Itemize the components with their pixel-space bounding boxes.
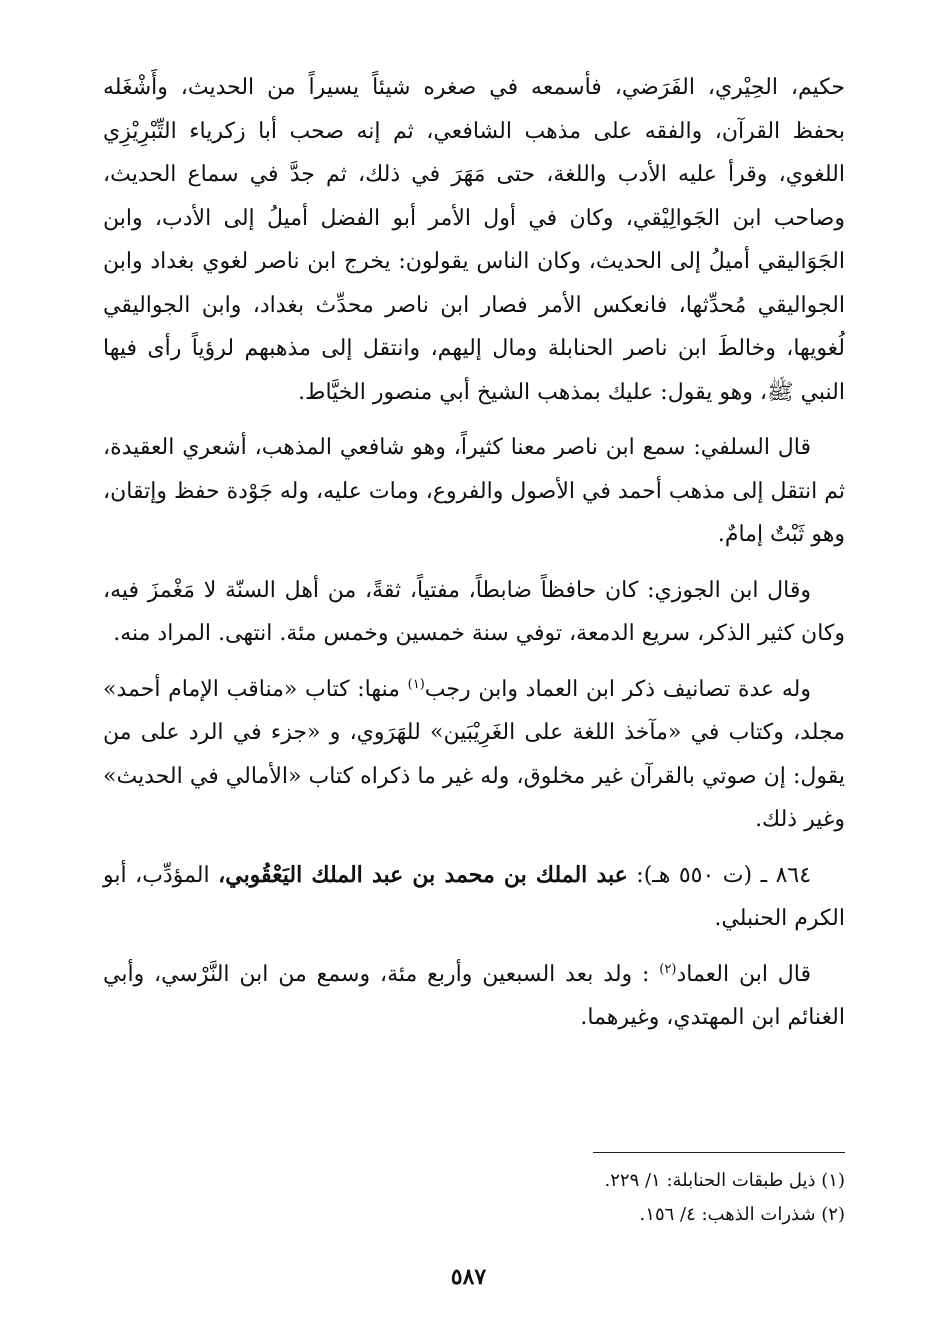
entry-rest: المؤدِّب، أبو الكرم الحنبلي. [103,862,845,931]
footnote-separator [593,1152,845,1153]
main-text [103,66,845,1040]
works-text-start: وله عدة تصانيف ذكر ابن العماد وابن رجب [424,676,811,702]
ibn-imad-text-end: : ولد بعد السبعين وأربع مئة، وسمع من ابن النَّرْسي، وأبي الغنائم ابن المهتدي، وغيرهما. [103,961,845,1030]
footnote-ref-2: (٢) [659,961,677,977]
entry-number: ٨٦٤ ـ (ت ٥٥٠ هـ): [627,862,812,888]
footnote-ref-1: (١) [407,676,425,692]
paragraph-ibn-jawzi: وقال ابن الجوزي: كان حافظاً ضابطاً، مفتياً، ثقةً، من أهل السنّة لا مَغْمزَ فيه، وكان كثير الذكر، سريع الدمعة، توفي سنة خمسين وخمس مئة. انتهى. المراد منه. [103,577,845,646]
page-number: ٥٨٧ [450,1264,487,1290]
paragraph-salafi: قال السلفي: سمع ابن ناصر معنا كثيراً، وهو شافعي المذهب، أشعري العقيدة، ثم انتقل إلى مذهب أحمد في الأصول والفروع، ومات عليه، وله جَوْدة حفظ وإتقان، وهو ثَبْتٌ إمامٌ. [103,435,845,547]
paragraph-works [103,668,845,842]
footnote-2: (٢) شذرات الذهب: ٤/ ١٥٦. [639,1204,845,1225]
paragraph-ibn-imad [103,953,845,1040]
paragraph-continuation: حكيم، الحِيْري، الفَرَضي، فأسمعه في صغره شيئاً يسيراً من الحديث، وأَشْغَله بحفظ القرآن، والفقه على مذهب الشافعي، ثم إنه صحب أبا زكرياء التِّبْرِيْزِي اللغوي، وقرأ عليه الأدب واللغة، حتى مَهَرَ في ذلك، ثم جدَّ في سماع الحديث، وصاحب ابن الجَوالِيْقي، وكان في أول الأمر أبو الفضل أميلُ إلى الأدب، وابن الجَوَاليقي أميلُ إلى الحديث، وكان الناس يقولون: يخرج ابن ناصر لغوي بغداد وابن الجواليقي مُحدِّثها، فانعكس الأمر فصار ابن ناصر محدِّث بغداد، وابن الجواليقي لُغويها، وخالطَ ابن ناصر الحنابلة ومال إليهم، وانتقل إلى مذهبهم لرؤياً رأى فيها النبي ﷺ، وهو يقول: عليك بمذهب الشيخ أبي منصور الخيَّاط. [103,75,845,405]
ibn-imad-text-start: قال ابن العماد [676,961,811,987]
footnotes [445,1164,845,1232]
works-text-end: منها: كتاب «مناقب الإمام أحمد» مجلد، وكتاب في «مآخذ اللغة على الغَرِيْبَين» للهَرَوي، و «جزء في الرد على من يقول: إن صوتي بالقرآن غير مخلوق، وله غير ما ذكراه كتاب «الأمالي في الحديث» وغير ذلك. [103,676,845,832]
footnote-1: (١) ذيل طبقات الحنابلة: ١/ ٢٢٩. [604,1170,845,1191]
biography-entry-heading [103,854,845,941]
entry-name: عبد الملك بن محمد بن عبد الملك اليَعْقُوبي، [218,861,628,888]
